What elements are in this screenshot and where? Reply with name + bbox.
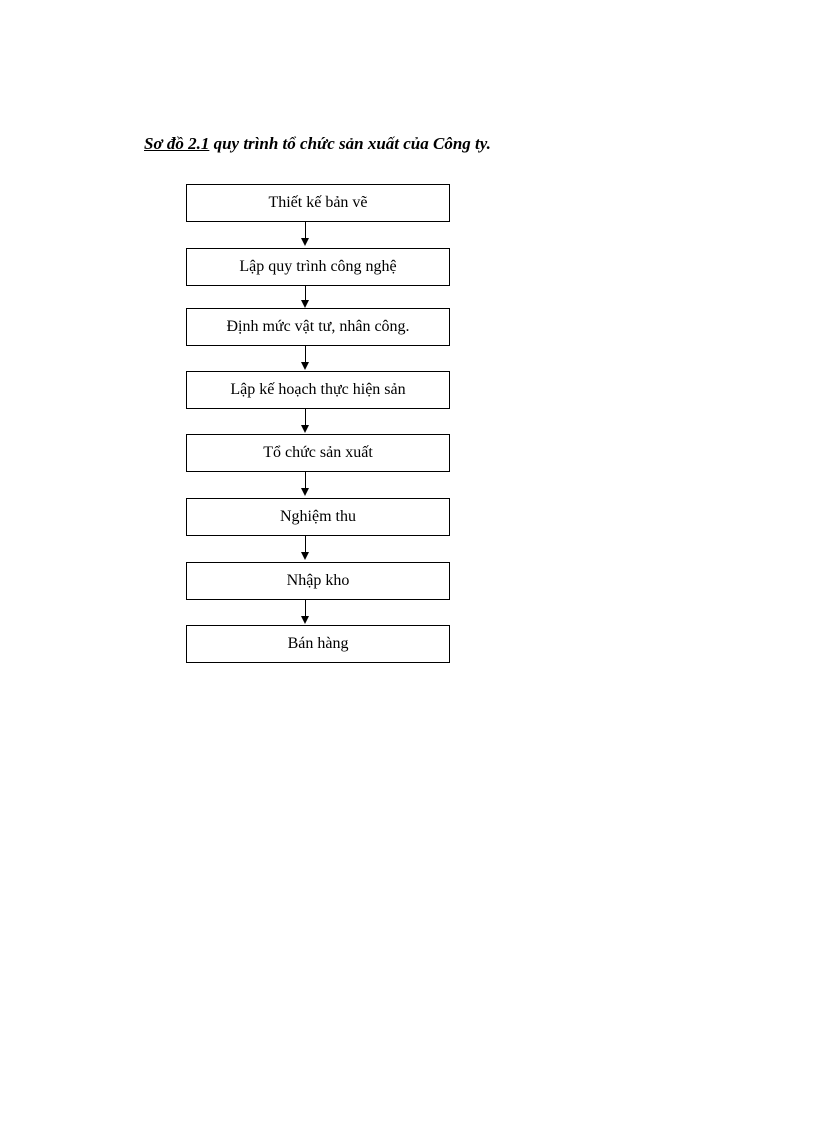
arrow-connector [305, 346, 307, 370]
step-material-labor-norms: Định mức vật tư, nhân công. [186, 308, 450, 346]
arrow-connector [305, 472, 307, 496]
step-technology-process: Lập quy trình công nghệ [186, 248, 450, 286]
step-design-drawing: Thiết kế bản vẽ [186, 184, 450, 222]
step-production-organization: Tổ chức sản xuất [186, 434, 450, 472]
step-acceptance: Nghiệm thu [186, 498, 450, 536]
arrow-connector [305, 409, 307, 433]
arrow-connector [305, 600, 307, 624]
arrow-connector [305, 536, 307, 560]
caption-text: quy trình tổ chức sản xuất của Công ty. [213, 134, 491, 153]
step-production-planning: Lập kế hoạch thực hiện sản [186, 371, 450, 409]
step-sales: Bán hàng [186, 625, 450, 663]
step-warehousing: Nhập kho [186, 562, 450, 600]
caption-label: Sơ đồ 2.1 [144, 134, 210, 153]
arrow-connector [305, 222, 307, 246]
arrow-connector [305, 286, 307, 308]
